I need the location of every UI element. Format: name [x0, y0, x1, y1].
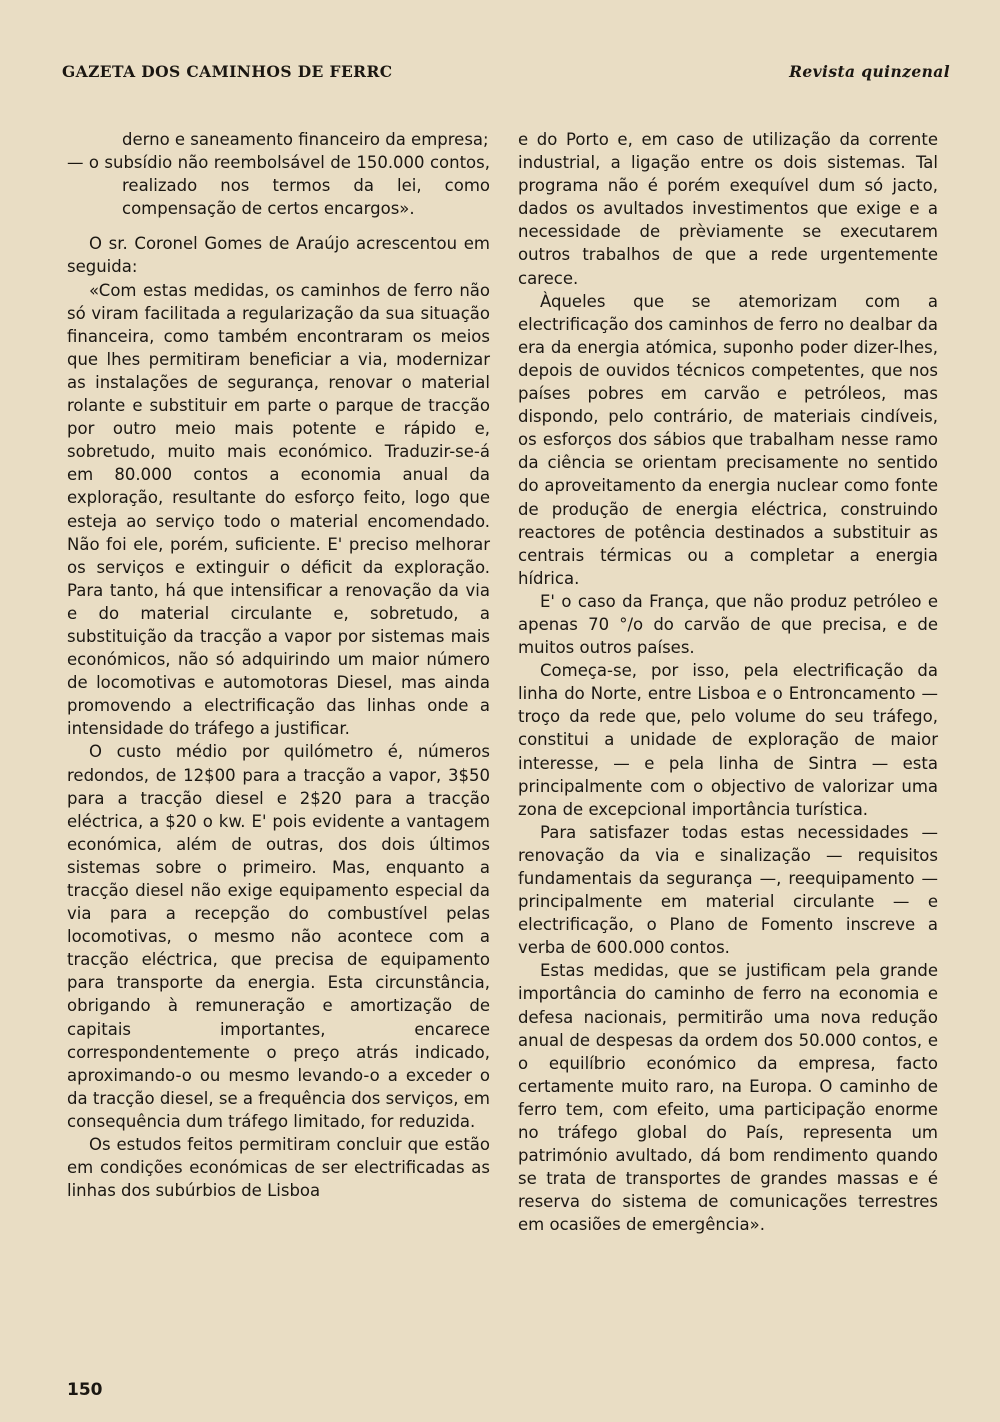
paragraph: O sr. Coronel Gomes de Araújo acrescentou em seguida: — [67, 234, 490, 277]
left-column — [67, 128, 490, 1202]
paragraph: e do Porto e, em caso de utilização da corrente industrial, a ligação entre os dois sistemas. Tal programa não é porém exequível dum só jacto, dados os avultados investimentos que exige e a necessidade de prèviamente se executarem outros trabalhos de que a rede urgentemente carece. — [518, 130, 938, 288]
paragraph: Para satisfazer todas estas necessidades — renovação da via e sinalização — requisitos fundamentais da segurança —, reequipamento — principalmente em material circulante — e electrificação, o Plano de Fomento inscreve a verba de 600.000 contos. — [518, 822, 938, 958]
paragraph: Começa-se, por isso, pela electrificação da linha do Norte, entre Lisboa e o Entroncamento — troço da rede que, pelo volume do seu tráfego, constitui a unidade de exploração de maior interesse, — e pela linha de Sintra — esta principalmente com o objectivo de valorizar uma zona de excepcional importância turística. — [518, 661, 938, 819]
paragraph: Os estudos feitos permitiram concluir que estão em condições económicas de ser electrificadas as linhas dos subúrbios de Lisboa — [67, 1135, 490, 1201]
paragraph: E' o caso da França, que não produz petróleo e apenas 70 °/o do carvão de que precisa, e de muitos outros países. — [518, 591, 938, 658]
page-number: 150 — [67, 1380, 103, 1400]
paragraph: Estas medidas, que se justificam pela grande importância do caminho de ferro na economia e defesa nacionais, permitirão uma nova redução anual de despesas da ordem dos 50.000 contos, e o equilíbrio económico da empresa, facto certamente muito raro, na Europa. O caminho de ferro tem, com efeito, uma participação enorme no tráfego global do País, representa um património avultado, dá bom rendimento quando se trata de transportes de grandes massas e é reserva do sistema de comunicações terrestres em ocasiões de emergência». — [518, 961, 938, 1235]
paragraph: «Com estas medidas, os caminhos de ferro não só viram facilitada a regularização da sua situação financeira, como também encontraram os meios que lhes permitiram beneficiar a via, modernizar as instalações de segurança, renovar o material rolante e substituir em parte o parque de tracção por outro meio mais potente e rápido e, sobretudo, muito mais económico. Traduzir-se-á em 80.000 contos a economia anual da exploração, resultante do esforço feito, logo que esteja ao serviço todo o material encomendado. Não foi ele, porém, suficiente. E' preciso melhorar os serviços e extinguir o déficit da exploração. Para tanto, há que intensificar a renovação da via e do material circulante e, sobretudo, a substituição da tracção a vapor por sistemas mais económicos, não só adquirindo um maior número de locomotivas e automotoras Diesel, mas ainda promovendo a electrificação das linhas onde a intensidade do tráfego a justificar. — [67, 280, 490, 739]
paragraph: — o subsídio não reembolsável de 150.000 contos, realizado nos termos da lei, como compensação de certos encargos». — [67, 153, 490, 219]
journal-subtitle: Revista quinzenal — [789, 62, 950, 81]
running-header — [62, 62, 950, 84]
paragraph: O custo médio por quilómetro é, números redondos, de 12$00 para a tracção a vapor, 3$50 para a tracção diesel e 2$20 para a tracção eléctrica, a $20 o kw. E' pois evidente a vantagem económica, além de outras, dos dois últimos sistemas sobre o primeiro. Mas, enquanto a tracção diesel não exige equipamento especial da via para a recepção do combustível pelas locomotivas, o mesmo não acontece com a tracção eléctrica, que precisa de equipamento para transporte da energia. Esta circunstância, obrigando à remuneração e amortização de capitais importantes, encarece correspondentemente o preço atrás indicado, aproximando-o ou mesmo levando-o a exceder o da tracção diesel, se a frequência dos serviços, em consequência dum tráfego limitado, for reduzida. — [67, 742, 490, 1131]
journal-title: GAZETA DOS CAMINHOS DE FERRC — [62, 62, 393, 81]
paragraph: Àqueles que se atemorizam com a electrificação dos caminhos de ferro no dealbar da era da energia atómica, suponho poder dizer-lhes, depois de ouvidos técnicos competentes, que nos países pobres em carvão e petróleos, mas dispondo, pelo contrário, de materiais cindíveis, os esforços dos sábios que trabalham nesse ramo da ciência se orientam precisamente no sentido do aproveitamento da energia nuclear como fonte de produção de energia eléctrica, construindo reactores de potência destinados a substituir as centrais térmicas ou a completar a energia hídrica. — [518, 291, 938, 588]
right-column — [518, 128, 938, 1237]
paragraph: derno e saneamento financeiro da empresa; — [122, 130, 489, 149]
